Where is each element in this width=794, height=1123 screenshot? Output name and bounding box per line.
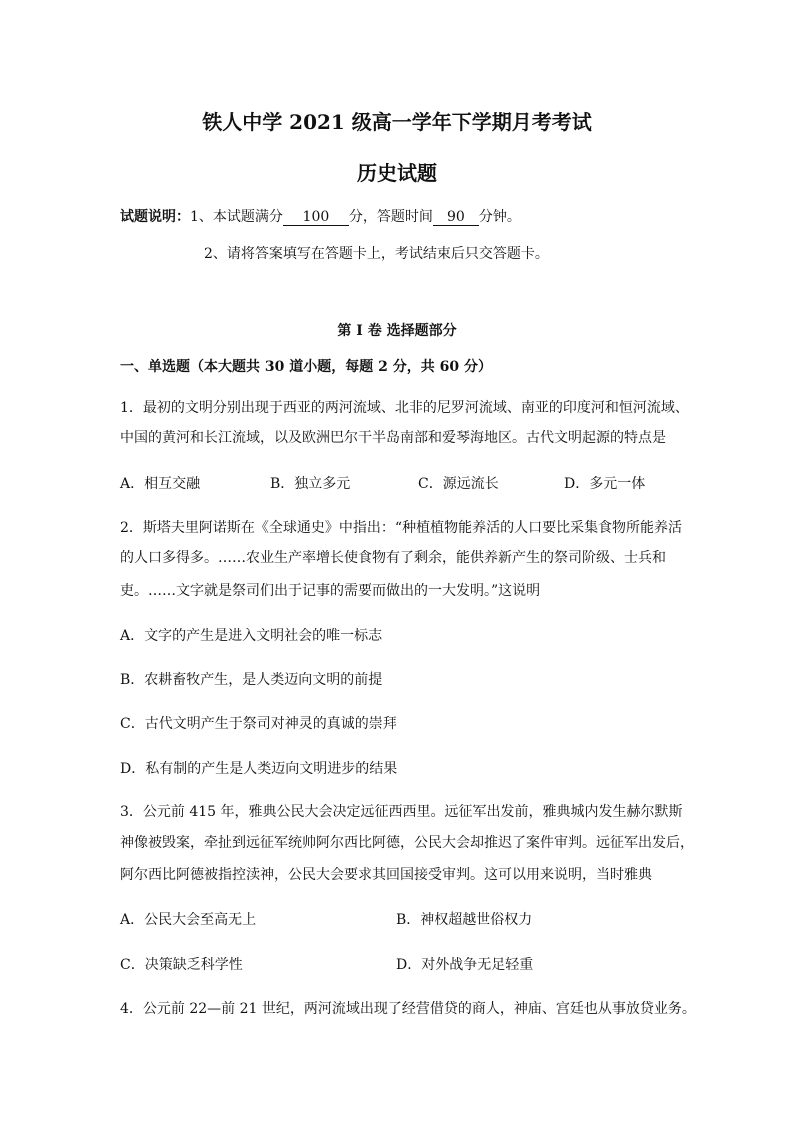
instructions-item-1-mid: 分，答题时间 bbox=[348, 209, 433, 225]
question-3-line-2: 神像被毁案，牵扯到远征军统帅阿尔西比阿德，公民大会却推迟了案件审判。远征军出发后， bbox=[120, 835, 694, 851]
section-heading: 第 I 卷 选择题部分 bbox=[337, 323, 457, 339]
question-2-line-1: 2．斯塔夫里阿诺斯在《全球通史》中指出：“种植植物能养活的人口要比采集食物所能养活 bbox=[120, 520, 683, 536]
question-2-option-d: D．私有制的产生是人类迈向文明进步的结果 bbox=[120, 761, 398, 777]
question-3-option-c: C．决策缺乏科学性 bbox=[120, 957, 243, 973]
question-3-option-a: A．公民大会至高无上 bbox=[120, 912, 257, 928]
part-heading: 一、单选题（本大题共 30 道小题，每题 2 分，共 60 分） bbox=[120, 359, 492, 375]
question-1-line-2: 中国的黄河和长江流域，以及欧洲巴尔干半岛南部和爱琴海地区。古代文明起源的特点是 bbox=[120, 430, 666, 446]
question-1-option-b: B．独立多元 bbox=[270, 476, 351, 492]
question-3-line-3: 阿尔西比阿德被指控渎神，公民大会要求其回国接受审判。这可以用来说明，当时雅典 bbox=[120, 867, 652, 883]
question-2-option-c: C．古代文明产生于祭司对神灵的真诚的崇拜 bbox=[120, 716, 397, 732]
question-3-option-b: B．神权超越世俗权力 bbox=[396, 912, 533, 928]
question-1-option-c: C．源远流长 bbox=[418, 476, 499, 492]
instructions-item-1-pre: 1、本试题满分 bbox=[190, 209, 283, 225]
question-4-line-1: 4．公元前 22—前 21 世纪，两河流域出现了经营借贷的商人，神庙、宫廷也从事放贷业务。 bbox=[120, 1001, 696, 1017]
instructions-item-2: 2、请将答案填写在答题卡上，考试结束后只交答题卡。 bbox=[204, 246, 549, 262]
question-2-line-2: 的人口多得多。……农业生产率增长使食物有了剩余，能供养新产生的祭司阶级、士兵和 bbox=[120, 550, 666, 566]
exam-subtitle: 历史试题 bbox=[357, 161, 437, 185]
instructions-item-1-post: 分钟。 bbox=[478, 209, 521, 225]
instructions-item-1 bbox=[120, 207, 521, 227]
full-score-blank: 100 bbox=[283, 209, 349, 226]
instructions-label: 试题说明： bbox=[120, 209, 190, 225]
question-1-option-a: A．相互交融 bbox=[120, 476, 201, 492]
duration-blank: 90 bbox=[433, 209, 479, 226]
question-2-option-b: B．农耕畜牧产生，是人类迈向文明的前提 bbox=[120, 672, 383, 688]
question-1-option-d: D．多元一体 bbox=[564, 476, 646, 492]
question-3-option-d: D．对外战争无足轻重 bbox=[396, 957, 534, 973]
question-2-option-a: A．文字的产生是进入文明社会的唯一标志 bbox=[120, 628, 383, 644]
question-2-line-3: 吏。……文字就是祭司们出于记事的需要而做出的一大发明。”这说明 bbox=[120, 583, 541, 599]
question-3-line-1: 3．公元前 415 年，雅典公民大会决定远征西西里。远征军出发前，雅典城内发生赫尔默斯 bbox=[120, 804, 683, 820]
exam-title: 铁人中学 2021 级高一学年下学期月考考试 bbox=[202, 110, 592, 134]
question-1-line-1: 1．最初的文明分别出现于西亚的两河流域、北非的尼罗河流域、南亚的印度河和恒河流域、 bbox=[120, 400, 689, 416]
